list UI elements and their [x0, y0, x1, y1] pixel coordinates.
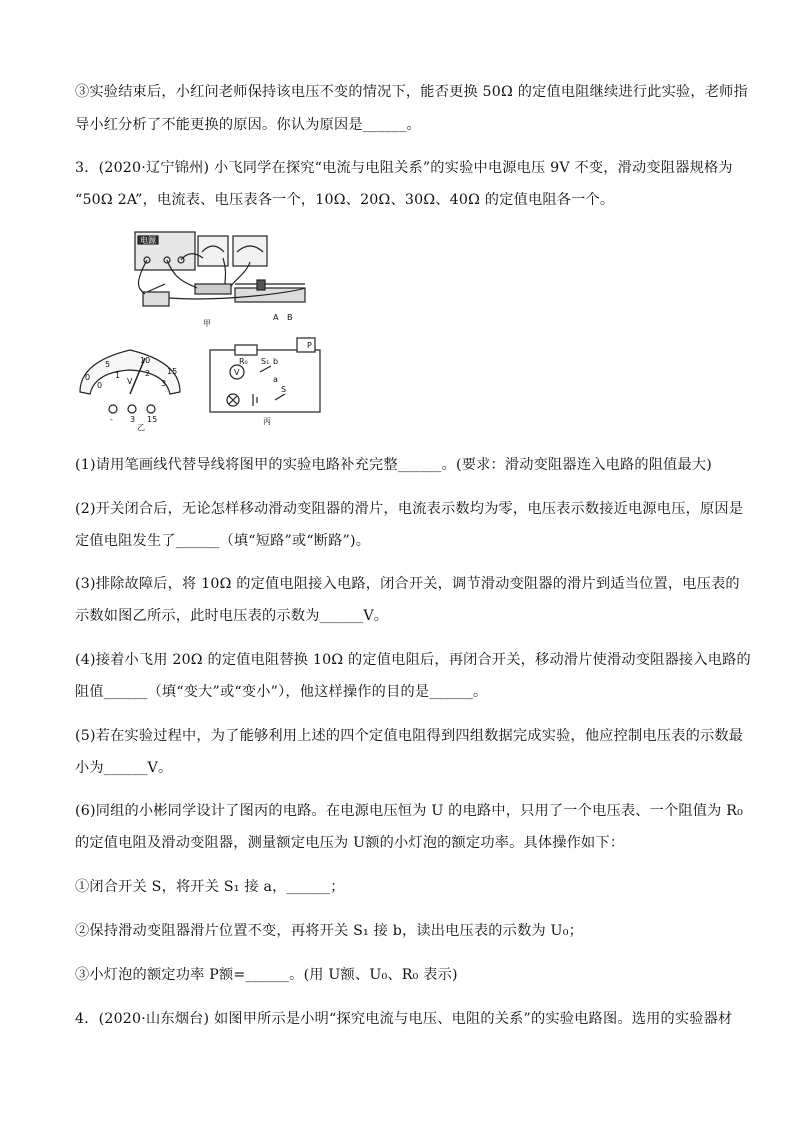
- power-label: 电源: [140, 236, 156, 245]
- scale-5: 5: [105, 360, 111, 369]
- p-label: P: [307, 341, 312, 350]
- line-2: 导小红分析了不能更换的原因。你认为原因是______。: [75, 117, 421, 133]
- s-label: S: [281, 385, 287, 394]
- line-8: (3)排除故障后，将 10Ω 的定值电阻接入电路，闭合开关，调节滑动变阻器的滑片到适当位置，电压表的: [75, 576, 740, 592]
- line-4: “50Ω 2A”，电流表、电压表各一个，10Ω、20Ω、30Ω、40Ω 的定值电阻各一个。: [75, 192, 615, 208]
- line-5: (1)请用笔画线代替导线将图甲的实验电路补充完整______。(要求：滑动变阻器连入电路的阻值最大): [75, 457, 713, 473]
- line-7: 定值电阻发生了______（填“短路”或“断路”)。: [75, 533, 371, 549]
- line-11: 阻值______（填“变大”或“变小”），他这样操作的目的是______。: [75, 684, 488, 700]
- scale-10: 10: [140, 356, 151, 365]
- inner-1: 1: [115, 371, 121, 380]
- r0-label: R₀: [239, 357, 248, 366]
- terminal-a: A: [273, 313, 279, 322]
- scale-15: 15: [167, 367, 178, 376]
- inner-2: 2: [145, 369, 151, 378]
- line-15: 的定值电阻及滑动变阻器，测量额定电压为 U额的小灯泡的额定功率。具体操作如下：: [75, 835, 625, 851]
- s1-label: S₁: [261, 357, 270, 366]
- line-18: ③小灯泡的额定功率 P额=______。(用 U额、U₀、R₀ 表示): [75, 967, 458, 983]
- line-19: 4．(2020·山东烟台) 如图甲所示是小明“探究电流与电压、电阻的关系”的实验电路图。选用的实验器材: [75, 1011, 733, 1027]
- inner-3: 3: [161, 379, 167, 388]
- v-label: V: [234, 368, 240, 377]
- b-label: b: [273, 357, 279, 366]
- terminal-minus: -: [110, 415, 113, 424]
- line-10: (4)接着小飞用 20Ω 的定值电阻替换 10Ω 的定值电阻后，再闭合开关，移动滑片使滑动变阻器接入电路的: [75, 652, 751, 668]
- line-12: (5)若在实验过程中，为了能够利用上述的四个定值电阻得到四组数据完成实验，他应控制电压表的示数最: [75, 728, 744, 744]
- rheostat: [235, 288, 305, 302]
- terminal-15: 15: [147, 415, 158, 424]
- line-17: ②保持滑动变阻器滑片位置不变，再将开关 S₁ 接 b，读出电压表的示数为 U₀；: [75, 923, 583, 939]
- caption-jia: 甲: [203, 319, 211, 328]
- line-9: 示数如图乙所示，此时电压表的示数为______V。: [75, 608, 389, 624]
- dial-unit: V: [127, 377, 133, 386]
- scale-0: 0: [85, 373, 91, 382]
- line-3: 3．(2020·辽宁锦州) 小飞同学在探究“电流与电阻关系”的实验中电源电压 9V 不变，滑动变阻器规格为: [75, 160, 733, 176]
- circuit-figures: [75, 222, 335, 432]
- terminal-b: B: [287, 313, 293, 322]
- line-6: (2)开关闭合后，无论怎样移动滑动变阻器的滑片，电流表示数均为零，电压表示数接近电源电压，原因是: [75, 501, 744, 517]
- caption-yi: 乙: [137, 423, 145, 432]
- line-16: ①闭合开关 S，将开关 S₁ 接 a，______；: [75, 879, 345, 895]
- line-14: (6)同组的小彬同学设计了图丙的电路。在电源电压恒为 U 的电路中，只用了一个电压表、一个阻值为 R₀: [75, 803, 744, 819]
- terminal-3: 3: [130, 415, 136, 424]
- caption-bing: 丙: [263, 417, 271, 426]
- a-label: a: [273, 375, 278, 384]
- inner-0: 0: [97, 381, 103, 390]
- line-13: 小为______V。: [75, 760, 173, 776]
- line-1: ③实验结束后，小红问老师保持该电压不变的情况下，能否更换 50Ω 的定值电阻继续进行此实验，老师指: [75, 84, 748, 100]
